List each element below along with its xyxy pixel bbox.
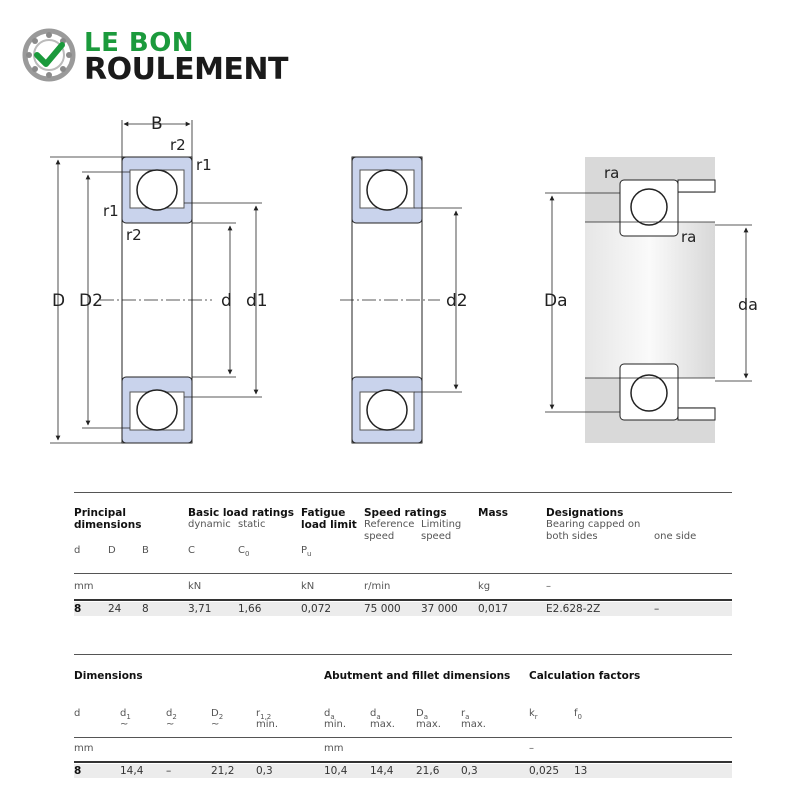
sym2-ra-max: $r_a$: [461, 708, 470, 721]
hdr-limiting-2: speed: [421, 531, 452, 542]
cell2-d: 8: [74, 765, 82, 777]
cell-C: 3,71: [188, 603, 212, 615]
sym2-da-max-note: max.: [370, 719, 395, 730]
cell2-da-max: 14,4: [370, 765, 394, 777]
hdr-principal-2: dimensions: [74, 519, 142, 531]
brand-logo: [22, 26, 302, 87]
sym2-r12-min: min.: [256, 719, 279, 730]
hdr-dimensions: Dimensions: [74, 670, 143, 682]
sym2-d1-approx: ~: [120, 719, 129, 730]
unit-rmin: r/min: [364, 581, 391, 592]
bearing-check-icon: [22, 28, 76, 82]
unit-kN-1: kN: [188, 581, 202, 592]
hdr-capped-2: both sides: [546, 531, 598, 542]
dimensions-table: [74, 654, 732, 784]
cell-d: 8: [74, 603, 82, 615]
sym2-D2-approx: ~: [211, 719, 220, 730]
hdr-mass: Mass: [478, 507, 509, 519]
hdr-basic: Basic load ratings: [188, 507, 295, 519]
sym2-ra-max-note: max.: [461, 719, 486, 730]
sym2-da-min: $d_a$: [324, 708, 335, 721]
sym-D: D: [108, 545, 116, 556]
hdr-abutment: Abutment and fillet dimensions: [324, 670, 511, 682]
label-r1-left: r1: [103, 202, 119, 220]
table-row: [74, 602, 732, 616]
cell2-d1: 14,4: [120, 765, 144, 777]
sym2-Da-max: $D_a$: [416, 708, 428, 721]
cell2-Da-max: 21,6: [416, 765, 440, 777]
cell2-D2: 21,2: [211, 765, 235, 777]
sym2-r12: $r_{1,2}$: [256, 708, 272, 721]
cell-B: 8: [142, 603, 149, 615]
cell2-ra-max: 0,3: [461, 765, 478, 777]
cell-ref-speed: 75 000: [364, 603, 401, 615]
label-r1-top: r1: [196, 156, 212, 174]
cell-lim-speed: 37 000: [421, 603, 458, 615]
bearing-spec-table: [74, 492, 732, 622]
hdr-dynamic: dynamic: [188, 519, 231, 530]
label-r2-top: r2: [170, 136, 186, 154]
cell-Pu: 0,072: [301, 603, 332, 615]
bearing-drawing: [0, 95, 800, 455]
sym-C: C: [188, 545, 195, 556]
hdr-reference-2: speed: [364, 531, 395, 542]
hdr-one-side: one side: [654, 531, 697, 542]
hdr-fatigue-1: Fatigue: [301, 507, 346, 519]
bearing-section-left: [50, 120, 262, 443]
label-da: da: [738, 295, 758, 314]
sym-C0: $C_0$: [238, 545, 250, 558]
sym2-d2-approx: ~: [166, 719, 175, 730]
label-r2-left: r2: [126, 226, 142, 244]
label-D2: D2: [79, 291, 103, 311]
cell-D: 24: [108, 603, 122, 615]
sym2-da-max: $d_a$: [370, 708, 381, 721]
bearing-section-middle: [340, 157, 462, 443]
sym2-d1: $d_1$: [120, 708, 131, 721]
cell-one-side: –: [654, 603, 660, 615]
hdr-limiting-1: Limiting: [421, 519, 462, 530]
sym-Pu: $P_u$: [301, 545, 312, 558]
label-d1: d1: [246, 291, 268, 311]
sym2-d2: $d_2$: [166, 708, 177, 721]
cell2-f0: 13: [574, 765, 588, 777]
cell2-r12: 0,3: [256, 765, 273, 777]
label-B: B: [151, 114, 163, 134]
unit-mm: mm: [74, 581, 94, 592]
unit-dash: –: [546, 581, 551, 592]
label-ra-top: ra: [604, 164, 620, 182]
sym2-da-min-note: min.: [324, 719, 347, 730]
sym2-Da-max-note: max.: [416, 719, 441, 730]
label-D: D: [52, 291, 66, 311]
hdr-reference-1: Reference: [364, 519, 415, 530]
unit2-dash: –: [529, 743, 534, 754]
hdr-fatigue-2: load limit: [301, 519, 357, 531]
cell-C0: 1,66: [238, 603, 262, 615]
hdr-capped-1: Bearing capped on: [546, 519, 641, 530]
hdr-static: static: [238, 519, 266, 530]
hdr-speed: Speed ratings: [364, 507, 447, 519]
hdr-principal-1: Principal: [74, 507, 126, 519]
brand-line1: LE BON: [84, 28, 195, 58]
label-Da: Da: [544, 291, 568, 311]
sym2-d: d: [74, 708, 81, 719]
cell-mass: 0,017: [478, 603, 509, 615]
hdr-calc: Calculation factors: [529, 670, 641, 682]
unit2-mm-1: mm: [74, 743, 94, 754]
sym2-f0: $f_0$: [574, 708, 582, 721]
brand-line2: ROULEMENT: [84, 52, 288, 87]
label-d2: d2: [446, 291, 468, 311]
sym2-kr: $k_r$: [529, 708, 538, 721]
cell2-kr: 0,025: [529, 765, 560, 777]
sym-d: d: [74, 545, 81, 556]
sym2-D2: $D_2$: [211, 708, 224, 721]
unit2-mm-2: mm: [324, 743, 344, 754]
cell2-d2: –: [166, 765, 172, 777]
label-ra-right: ra: [681, 228, 697, 246]
unit-kN-2: kN: [301, 581, 315, 592]
cell2-da-min: 10,4: [324, 765, 348, 777]
mounting-section-right: [545, 157, 752, 443]
label-d: d: [221, 291, 232, 311]
cell-designation: E2.628-2Z: [546, 603, 601, 615]
table-row: [74, 764, 732, 778]
sym-B: B: [142, 545, 149, 556]
unit-kg: kg: [478, 581, 491, 592]
hdr-designations: Designations: [546, 507, 624, 519]
